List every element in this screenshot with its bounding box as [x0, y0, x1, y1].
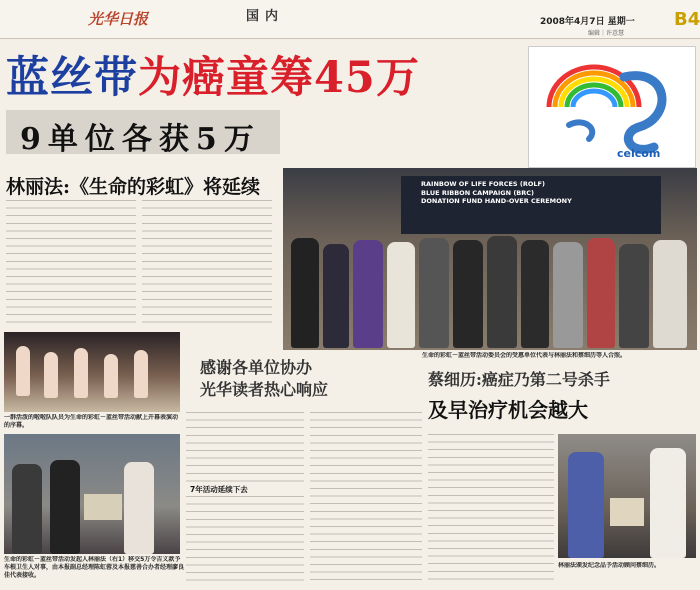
- subheadline-box: [6, 110, 280, 157]
- paper-name: 光华日报: [88, 10, 149, 28]
- middle-headline-line-1: 感谢各单位协办: [200, 358, 313, 377]
- body-text-column-5: [428, 434, 554, 584]
- section-label: 国内: [246, 9, 285, 24]
- handover-photo: [4, 434, 180, 554]
- subheadline: 9单位各获5万: [20, 122, 261, 157]
- headline-part-blue: 蓝丝带: [6, 53, 138, 103]
- campaign-logo: [528, 46, 696, 168]
- body-text-column-3b: [186, 496, 304, 586]
- body-text-column-1: [6, 200, 136, 326]
- main-headline: [6, 44, 420, 105]
- article-title: 林丽法:《生命的彩虹》将延续: [6, 176, 261, 198]
- celcom-logo: celcom: [617, 147, 661, 160]
- dance-photo: [4, 332, 180, 412]
- souvenir-photo: [558, 434, 696, 558]
- body-text-column-2: [142, 200, 272, 326]
- right-headline-line-2: 及早治疗机会越大: [428, 398, 588, 422]
- middle-headline: [200, 357, 328, 401]
- headline-part-red: 为癌童筹45万: [138, 53, 420, 103]
- subhead-seven-years: 7年活动延续下去: [190, 485, 248, 494]
- event-banner: [421, 180, 671, 240]
- group-photo: [283, 168, 697, 350]
- masthead: [0, 0, 700, 39]
- main-photo-caption: 生命的彩虹－蓝丝带活动委员会的受惠单位代表与林丽法和蔡细历等人合照。: [422, 352, 627, 359]
- handover-photo-caption: 生命的彩虹－蓝丝带活动发起人林丽法（右1）移交5万令吉义款予车根卫生人对事，由本报副总经理陈虹蓉及本报慈善合办者经理廖良佳代表接收。: [4, 556, 184, 579]
- right-headline-line-1: 蔡细历:癌症乃第二号杀手: [428, 370, 610, 389]
- middle-headline-line-2: 光华读者热心响应: [200, 380, 329, 399]
- banner-line-2: BLUE RIBBON CAMPAIGN (BRC): [421, 188, 535, 197]
- issue-date: 2008年4月7日 星期一: [540, 17, 635, 27]
- banner-line-3: DONATION FUND HAND-OVER CEREMONY: [421, 197, 572, 205]
- banner-line-1: RAINBOW OF LIFE FORCES (ROLF): [421, 180, 545, 188]
- rainbow-ribbon-icon: [529, 47, 695, 167]
- body-text-column-4: [310, 412, 422, 586]
- dance-photo-caption: 一群活泼的啦啦队队员为生命的彩虹－蓝丝带活动献上开幕表演动的序幕。: [4, 414, 179, 429]
- page-number: B4: [674, 9, 700, 30]
- editor-credit: 编辑｜许意慧: [588, 30, 625, 37]
- souvenir-photo-caption: 林丽法颁发纪念品予活动顾问蔡细历。: [558, 562, 661, 569]
- body-text-column-3a: [186, 412, 304, 482]
